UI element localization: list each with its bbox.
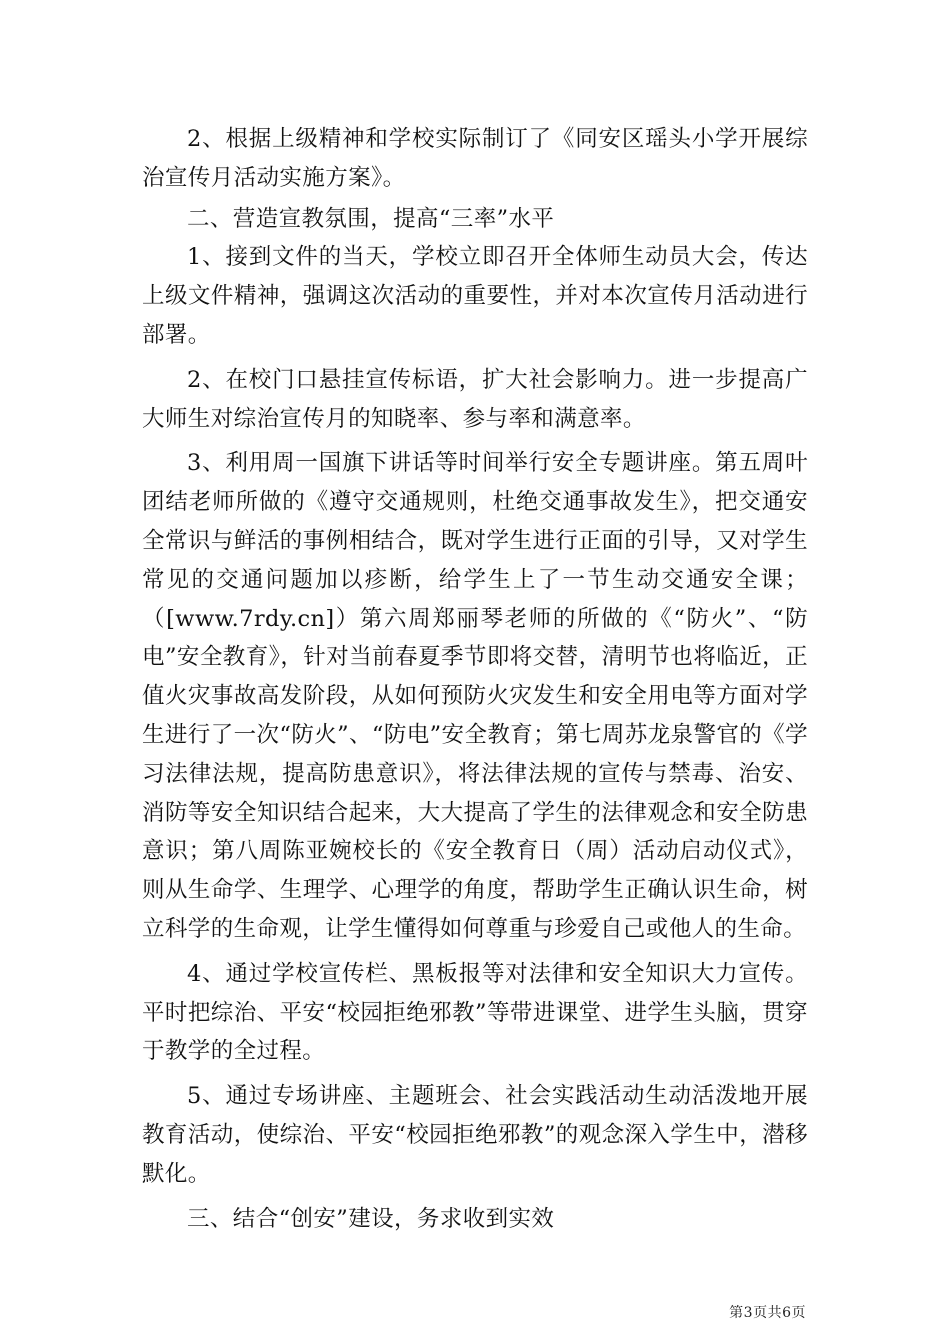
paragraph-item-3: 3、利用周一国旗下讲话等时间举行安全专题讲座。第五周叶团结老师所做的《遵守交通规则，杜绝交通事故发生》，把交通安全常识与鲜活的事例相结合，既对学生进行正面的引导，又对学生常见的交通问题加以疹断，给学生上了一节生动交通安全课；（[www.7rdy.cn]）第六周郑丽琴老师的所做的《“防火”、“防电”安全教育》，针对当前春夏季节即将交替，清明节也将临近，正值火灾事故高发阶段，从如何预防火灾发生和安全用电等方面对学生进行了一次“防火”、“防电”安全教育；第七周苏龙泉警官的《学习法律法规，提高防患意识》，将法律法规的宣传与禁毒、治安、消防等安全知识结合起来，大大提高了学生的法律观念和安全防患意识；第八周陈亚婉校长的《安全教育日（周）活动启动仪式》，则从生命学、生理学、心理学的角度，帮助学生正确认识生命，树立科学的生命观，让学生懂得如何尊重与珍爱自己或他人的生命。 bbox=[142, 450, 809, 942]
paragraph-item-2b: 2、在校门口悬挂宣传标语，扩大社会影响力。进一步提高广大师生对综治宣传月的知晓率、参与率和满意率。 bbox=[142, 366, 808, 432]
document-body bbox=[142, 120, 808, 1238]
paragraph-item-2: 2、根据上级精神和学校实际制订了《同安区瑶头小学开展综治宣传月活动实施方案》。 bbox=[142, 126, 808, 191]
section-heading-2: 二、营造宣教氛围，提高“三率”水平 bbox=[187, 205, 555, 232]
page-number-footer: 第3页共6页 bbox=[729, 1305, 806, 1321]
section-heading-3: 三、结合“创安”建设，务求收到实效 bbox=[187, 1205, 555, 1232]
paragraph-item-5: 5、通过专场讲座、主题班会、社会实践活动生动活泼地开展教育活动，使综治、平安“校园拒绝邪教”的观念深入学生中，潜移默化。 bbox=[142, 1083, 808, 1187]
paragraph-item-4: 4、通过学校宣传栏、黑板报等对法律和安全知识大力宣传。平时把综治、平安“校园拒绝邪教”等带进课堂、进学生头脑，贯穿于教学的全过程。 bbox=[142, 960, 808, 1065]
paragraph-item-1: 1、接到文件的当天，学校立即召开全体师生动员大会，传达上级文件精神，强调这次活动的重要性，并对本次宣传月活动进行部署。 bbox=[142, 244, 808, 348]
